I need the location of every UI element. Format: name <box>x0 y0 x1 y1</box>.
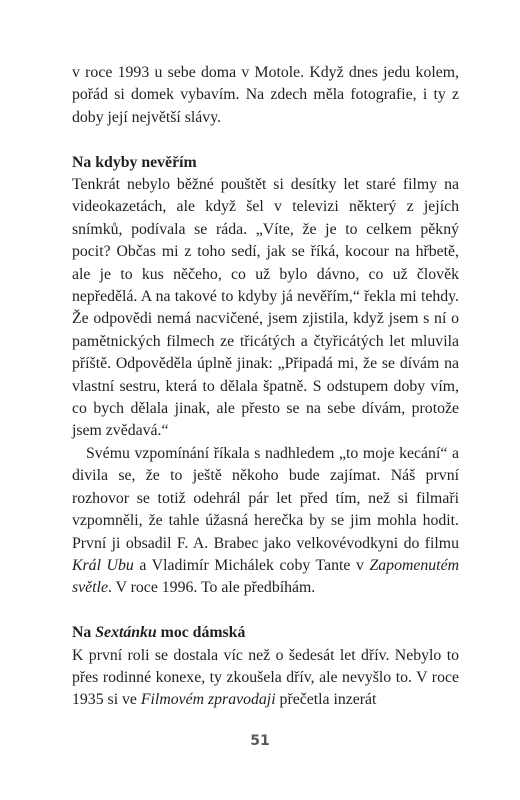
spacer <box>72 600 459 622</box>
section1-paragraph1: Tenkrát nebylo běžné pouštět si desítky let staré filmy na videokazetách, ale když šel v televizi některý z jejích snímků, podívala se ráda. „Víte, že je to celkem pěkný pocit? Občas mi z toho sedí, jak se říká, kocour na hřbetě, ale je to kus něčeho, co už bylo dávno, co už člověk nepředělá. A na takové to kdyby já nevěřím,“ řekla mi tehdy. Že odpovědi nemá nacvičené, jsem zjistila, když jsem s ní o pamětnických filmech ze třicátých a čtyřicátých let mluvila příště. Odpověděla úplně jinak: „Připadá mi, že se dívám na vlastní sestru, která to dělala špatně. S odstupem doby vím, co bych dělala jinak, ale přesto se na sebe dívám, protože jsem zvědavá.“ <box>72 176 459 440</box>
paragraph-text: K první roli se dostala víc než o šedesát let dřív. Nebylo to přes rodinné konexe, ty zkoušela dřív, ale nevyšlo to. V roce 1935 si ve <box>72 646 459 709</box>
paragraph-text: přečetla inzerát <box>275 691 377 709</box>
film-title-zapomenute-svetlo: Zapomenutém světle <box>72 556 459 597</box>
film-title-kral-ubu: Král Ubu <box>72 556 134 574</box>
section-heading-na-sextanku <box>72 622 459 644</box>
heading-italic-sextanku: Sextánku <box>95 624 157 642</box>
page-text-block <box>72 62 459 712</box>
page-number: 51 <box>250 733 270 749</box>
heading-text: moc dámská <box>156 624 246 642</box>
paragraph-text: a Vladimír Michálek coby Tante v <box>133 556 370 574</box>
paragraph-text: . V roce 1996. To ale předbíhám. <box>107 579 316 597</box>
spacer <box>72 129 459 151</box>
heading-text: Na <box>72 624 96 642</box>
section-heading-na-kdyby-neverim: Na kdyby nevěřím <box>72 153 197 171</box>
paragraph-text: Svému vzpomínání říkala s nadhledem „to moje kecání“ a divila se, že to ještě někoho bude zajímat. Náš první rozhovor se totiž odehrál pár let před tím, než si filmaři vzpomněli, že tahle úžasná herečka by se jim mohla hodit. První ji obsadil F. A. Brabec jako velkovévodkyni do filmu <box>72 444 459 552</box>
section1-paragraph2 <box>72 443 459 600</box>
opening-paragraph: v roce 1993 u sebe doma v Motole. Když dnes jedu kolem, pořád si domek vybavím. Na zdech měla fotografie, i ty z doby její největší slávy. <box>72 64 459 126</box>
section2-paragraph <box>72 645 459 712</box>
magazine-title-filmovy-zpravodaj: Filmovém zpravodaji <box>140 691 276 709</box>
